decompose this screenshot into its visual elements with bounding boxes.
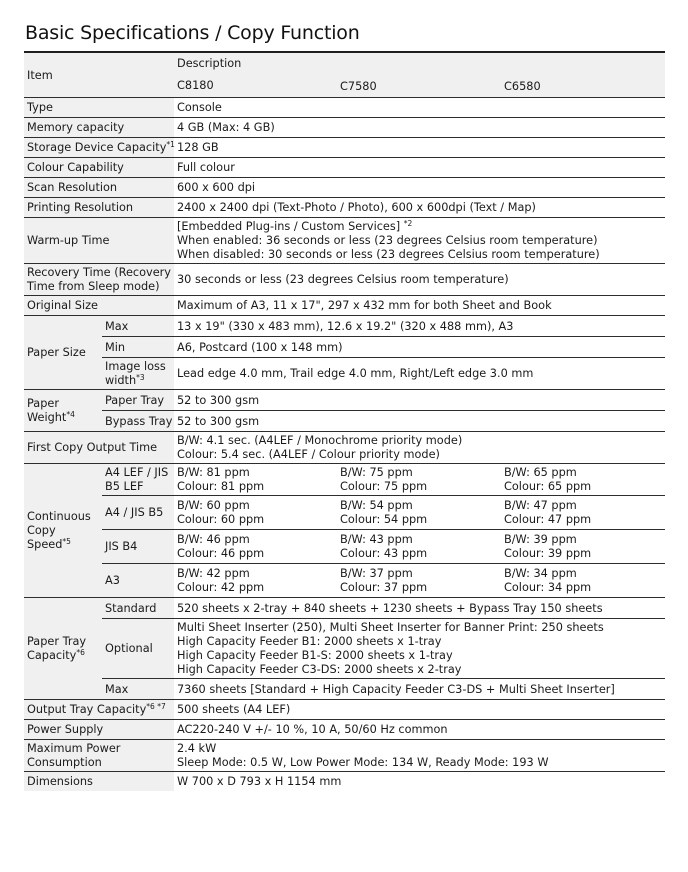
label-paper-weight [24,390,102,432]
value-paper-size-max: 13 x 19" (330 x 483 mm), 12.6 x 19.2" (320 x 488 mm), A3 [174,316,665,337]
row-type [24,98,665,118]
speed-bw: B/W: 42 ppm [177,567,250,580]
row-tray-standard [24,598,665,619]
warmup-line-3: When disabled: 30 seconds or less (23 degrees Celsius room temperature) [177,248,600,261]
label-paper-size-max: Max [102,316,174,337]
footnote-3: *3 [136,373,145,382]
row-first-copy [24,432,665,464]
speed-label-2: Copy [27,524,56,537]
max-power-line-2: Sleep Mode: 0.5 W, Low Power Mode: 134 W, Ready Mode: 193 W [177,756,549,769]
row-speed-a3 [24,564,665,598]
value-first-copy [174,432,665,464]
speed-colour: Colour: 47 ppm [504,513,592,526]
speed-colour: Colour: 65 ppm [504,480,592,493]
row-recovery [24,264,665,296]
label-power: Power Supply [24,720,174,740]
value-bypass-tray: 52 to 300 gsm [174,411,665,432]
value-printing: 2400 x 2400 dpi (Text-Photo / Photo), 600 x 600dpi (Text / Map) [174,198,665,218]
tray-capacity-label-1: Paper Tray [27,635,87,648]
row-output [24,700,665,720]
speed-size-a4lef-2: B5 LEF [105,480,144,493]
recovery-label-2: Time from Sleep mode) [27,280,160,293]
speed-bw: B/W: 39 ppm [504,533,577,546]
label-type: Type [24,98,174,118]
label-output-text: Output Tray Capacity [27,703,147,716]
speed-c7580-a4lef [337,464,501,496]
value-image-loss: Lead edge 4.0 mm, Trail edge 4.0 mm, Right/Left edge 3.0 mm [174,358,665,390]
max-power-label-2: Consumption [27,756,102,769]
label-output [24,700,174,720]
max-power-line-1: 2.4 kW [177,742,217,755]
speed-c8180-a4lef [174,464,337,496]
image-loss-label-2: width [105,374,137,387]
label-tray-optional: Optional [102,619,174,679]
row-tray-max [24,679,665,700]
speed-bw: B/W: 75 ppm [340,466,413,479]
row-speed-a4 [24,496,665,530]
speed-c8180-a3 [174,564,337,598]
speed-colour: Colour: 42 ppm [177,581,265,594]
row-printing [24,198,665,218]
value-paper-size-min: A6, Postcard (100 x 148 mm) [174,337,665,358]
speed-c6580-a4 [501,496,665,530]
speed-c8180-b4 [174,530,337,564]
row-paper-size-loss [24,358,665,390]
speed-size-a3: A3 [102,564,174,598]
speed-bw: B/W: 37 ppm [340,567,413,580]
row-dimensions [24,772,665,792]
value-paper-tray: 52 to 300 gsm [174,390,665,411]
label-max-power [24,740,174,772]
model-c6580: C6580 [501,75,665,98]
label-warmup: Warm-up Time [24,218,174,264]
label-paper-size: Paper Size [24,316,102,390]
speed-bw: B/W: 34 ppm [504,567,577,580]
value-dimensions: W 700 x D 793 x H 1154 mm [174,772,665,792]
label-tray-max: Max [102,679,174,700]
optional-line: High Capacity Feeder C3-DS: 2000 sheets x 2-tray [177,663,462,676]
value-output: 500 sheets (A4 LEF) [174,700,665,720]
value-original: Maximum of A3, 11 x 17", 297 x 432 mm for both Sheet and Book [174,296,665,316]
row-paper-weight-bypass [24,411,665,432]
model-c7580: C7580 [337,75,501,98]
label-dimensions: Dimensions [24,772,174,792]
row-scan [24,178,665,198]
label-first-copy: First Copy Output Time [24,432,174,464]
label-image-loss [102,358,174,390]
speed-c6580-a4lef [501,464,665,496]
footnote-6: *6 [76,648,85,657]
label-memory: Memory capacity [24,118,174,138]
label-storage [24,138,174,158]
first-copy-line-2: Colour: 5.4 sec. (A4LEF / Colour priority mode) [177,448,440,461]
footnote-1: *1 [166,140,175,149]
warmup-line-2: When enabled: 36 seconds or less (23 degrees Celsius room temperature) [177,234,598,247]
header-description: Description [174,52,665,75]
optional-line: High Capacity Feeder B1: 2000 sheets x 1-tray [177,635,442,648]
header-row-description [24,52,665,75]
speed-size-a4lef [102,464,174,496]
row-colour [24,158,665,178]
label-paper-size-min: Min [102,337,174,358]
optional-line: High Capacity Feeder B1-S: 2000 sheets x 1-tray [177,649,453,662]
speed-c6580-a3 [501,564,665,598]
row-tray-optional [24,619,665,679]
label-speed [24,464,102,598]
value-memory: 4 GB (Max: 4 GB) [174,118,665,138]
row-paper-size-max [24,316,665,337]
label-paper-tray: Paper Tray [102,390,174,411]
speed-colour: Colour: 54 ppm [340,513,428,526]
label-colour: Colour Capability [24,158,174,178]
image-loss-label-1: Image loss [105,360,166,373]
max-power-label-1: Maximum Power [27,742,121,755]
speed-colour: Colour: 46 ppm [177,547,265,560]
label-original: Original Size [24,296,174,316]
speed-size-a4: A4 / JIS B5 [102,496,174,530]
speed-colour: Colour: 60 ppm [177,513,265,526]
footnote-4: *4 [66,410,75,419]
recovery-label-1: Recovery Time (Recovery [27,266,171,279]
speed-c7580-a3 [337,564,501,598]
label-tray-capacity [24,598,102,700]
speed-c7580-a4 [337,496,501,530]
value-recovery: 30 seconds or less (23 degrees Celsius room temperature) [174,264,665,296]
page-title: Basic Specifications / Copy Function [25,22,360,44]
value-tray-max: 7360 sheets [Standard + High Capacity Feeder C3-DS + Multi Sheet Inserter] [174,679,665,700]
footnote-5: *5 [62,537,71,546]
row-power [24,720,665,740]
value-power: AC220-240 V +/- 10 %, 10 A, 50/60 Hz common [174,720,665,740]
row-speed-b4 [24,530,665,564]
value-tray-optional [174,619,665,679]
speed-label-3: Speed [27,538,63,551]
header-item: Item [24,52,174,98]
value-max-power [174,740,665,772]
value-warmup [174,218,665,264]
label-recovery [24,264,174,296]
row-paper-weight-tray [24,390,665,411]
speed-c7580-b4 [337,530,501,564]
speed-colour: Colour: 75 ppm [340,480,428,493]
value-storage: 128 GB [174,138,665,158]
footnote-6-7: *6 *7 [146,702,166,711]
speed-bw: B/W: 60 ppm [177,499,250,512]
row-storage [24,138,665,158]
spec-table [24,51,665,791]
paper-weight-label-1: Paper [27,397,59,410]
value-type: Console [174,98,665,118]
speed-bw: B/W: 81 ppm [177,466,250,479]
speed-colour: Colour: 81 ppm [177,480,265,493]
model-c8180: C8180 [174,75,337,98]
row-paper-size-min [24,337,665,358]
speed-label-1: Continuous [27,510,91,523]
speed-size-b4: JIS B4 [102,530,174,564]
speed-c8180-a4 [174,496,337,530]
value-scan: 600 x 600 dpi [174,178,665,198]
label-scan: Scan Resolution [24,178,174,198]
label-bypass-tray: Bypass Tray [102,411,174,432]
optional-line: Multi Sheet Inserter (250), Multi Sheet Inserter for Banner Print: 250 sheets [177,621,604,634]
label-tray-standard: Standard [102,598,174,619]
tray-capacity-label-2: Capacity [27,649,77,662]
label-printing: Printing Resolution [24,198,174,218]
speed-colour: Colour: 34 ppm [504,581,592,594]
first-copy-line-1: B/W: 4.1 sec. (A4LEF / Monochrome priority mode) [177,434,463,447]
speed-colour: Colour: 43 ppm [340,547,428,560]
speed-bw: B/W: 54 ppm [340,499,413,512]
label-storage-text: Storage Device Capacity [27,141,167,154]
speed-colour: Colour: 39 ppm [504,547,592,560]
speed-bw: B/W: 46 ppm [177,533,250,546]
paper-weight-label-2: Weight [27,411,67,424]
row-memory [24,118,665,138]
warmup-line-1: [Embedded Plug-ins / Custom Services] [177,220,404,233]
speed-c6580-b4 [501,530,665,564]
value-colour: Full colour [174,158,665,178]
speed-bw: B/W: 47 ppm [504,499,577,512]
speed-bw: B/W: 65 ppm [504,466,577,479]
row-original [24,296,665,316]
row-speed-a4lef [24,464,665,496]
value-tray-standard: 520 sheets x 2-tray + 840 sheets + 1230 sheets + Bypass Tray 150 sheets [174,598,665,619]
speed-size-a4lef-1: A4 LEF / JIS [105,466,169,479]
row-warmup [24,218,665,264]
footnote-2: *2 [403,219,413,228]
speed-colour: Colour: 37 ppm [340,581,428,594]
speed-bw: B/W: 43 ppm [340,533,413,546]
row-max-power [24,740,665,772]
